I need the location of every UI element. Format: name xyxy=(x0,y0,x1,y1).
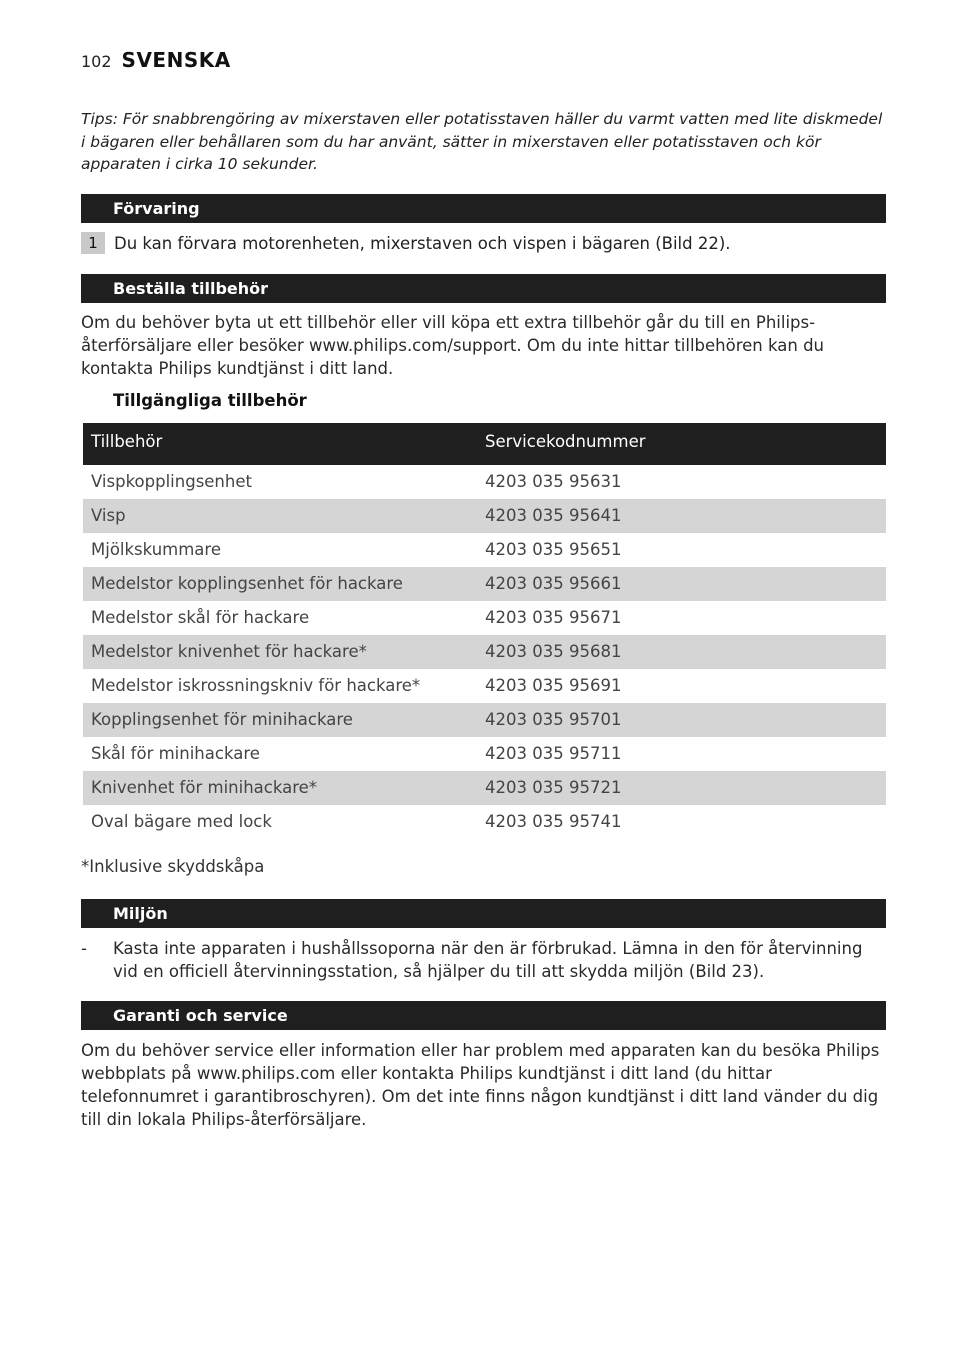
accessory-name: Medelstor skål för hackare xyxy=(91,608,310,627)
page-number: 102 xyxy=(81,52,112,71)
table-row xyxy=(83,499,886,533)
table-row xyxy=(83,465,886,499)
page-header xyxy=(81,48,231,72)
accessories-table xyxy=(83,423,886,839)
table-row xyxy=(83,635,886,669)
page-language: SVENSKA xyxy=(121,48,231,72)
storage-step xyxy=(81,232,731,254)
table-row xyxy=(83,703,886,737)
service-code: 4203 035 95701 xyxy=(485,710,622,729)
service-code: 4203 035 95711 xyxy=(485,744,622,763)
section-heading-warranty: Garanti och service xyxy=(81,1001,886,1030)
table-row xyxy=(83,771,886,805)
accessories-subheading: Tillgängliga tillbehör xyxy=(113,391,307,410)
accessory-name: Skål för minihackare xyxy=(91,744,260,763)
accessory-name: Medelstor kopplingsenhet för hackare xyxy=(91,574,403,593)
accessory-name: Medelstor knivenhet för hackare* xyxy=(91,642,367,661)
tip-paragraph: Tips: För snabbrengöring av mixerstaven eller potatisstaven häller du varmt vatten med lite diskmedel i bägaren eller behållaren som du har använt, sätter in mixerstaven eller potatisstaven och kör apparaten i cirka 10 sekunder. xyxy=(81,110,883,173)
service-code: 4203 035 95741 xyxy=(485,812,622,831)
environment-bullet xyxy=(81,937,889,983)
accessory-name: Mjölkskummare xyxy=(91,540,221,559)
step-number: 1 xyxy=(81,232,105,254)
table-body xyxy=(83,465,886,839)
accessories-intro: Om du behöver byta ut ett tillbehör eller vill köpa ett extra tillbehör går du till en Philips-återförsäljare eller besöker www.philips.com/support. Om du inte hittar tillbehören kan du kontakta Philips kundtjänst i ditt land. xyxy=(81,313,825,378)
table-row xyxy=(83,669,886,703)
step-text: Du kan förvara motorenheten, mixerstaven och vispen i bägaren (Bild 22). xyxy=(114,233,731,253)
bullet-marker: - xyxy=(81,939,87,958)
service-code: 4203 035 95641 xyxy=(485,506,622,525)
service-code: 4203 035 95681 xyxy=(485,642,622,661)
accessory-name: Vispkopplingsenhet xyxy=(91,472,252,491)
service-code: 4203 035 95651 xyxy=(485,540,622,559)
table-footnote: *Inklusive skyddskåpa xyxy=(81,857,265,876)
accessory-name: Visp xyxy=(91,506,126,525)
service-code: 4203 035 95721 xyxy=(485,778,622,797)
table-row xyxy=(83,737,886,771)
header-service-code: Servicekodnummer xyxy=(485,432,646,451)
table-header xyxy=(83,423,886,465)
bullet-text: Kasta inte apparaten i hushållssoporna när den är förbrukad. Lämna in den för återvinning vid en officiell återvinningsstation, så hjälper du till att skydda miljön (Bild 23). xyxy=(113,939,863,981)
accessory-name: Knivenhet för minihackare* xyxy=(91,778,318,797)
table-row xyxy=(83,601,886,635)
table-row xyxy=(83,533,886,567)
service-code: 4203 035 95661 xyxy=(485,574,622,593)
warranty-text: Om du behöver service eller information eller har problem med apparaten kan du besöka Philips webbplats på www.philips.com eller kontakta Philips kundtjänst i ditt land (du hittar telefonnumret i garantibroschyren). Om det inte finns någon kundtjänst i ditt land vänder du dig till din lokala Philips-återförsäljare. xyxy=(81,1041,880,1129)
accessory-name: Oval bägare med lock xyxy=(91,812,272,831)
header-accessory: Tillbehör xyxy=(91,432,163,451)
service-code: 4203 035 95631 xyxy=(485,472,622,491)
section-heading-environment: Miljön xyxy=(81,899,886,928)
accessory-name: Kopplingsenhet för minihackare xyxy=(91,710,353,729)
table-row xyxy=(83,567,886,601)
accessory-name: Medelstor iskrossningskniv för hackare* xyxy=(91,676,421,695)
service-code: 4203 035 95671 xyxy=(485,608,622,627)
table-row xyxy=(83,805,886,839)
section-heading-accessories: Beställa tillbehör xyxy=(81,274,886,303)
service-code: 4203 035 95691 xyxy=(485,676,622,695)
section-heading-storage: Förvaring xyxy=(81,194,886,223)
